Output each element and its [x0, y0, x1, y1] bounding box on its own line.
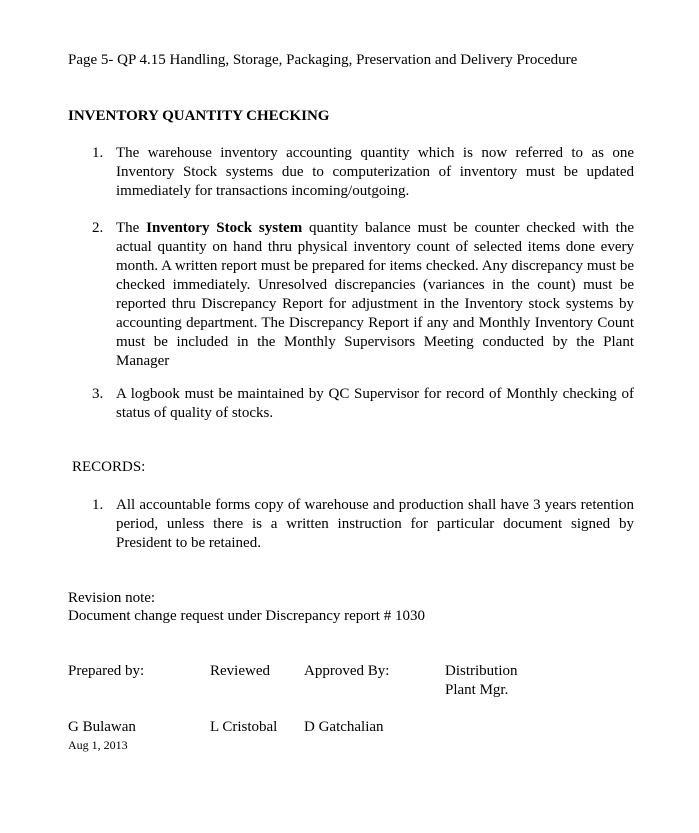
distribution-label: Distribution: [445, 663, 518, 679]
list-number: 1.: [92, 145, 104, 161]
revision-text: Document change request under Discrepancy report # 1030: [68, 608, 425, 624]
section-title: INVENTORY QUANTITY CHECKING: [68, 108, 330, 124]
prepared-by-name: G Bulawan: [68, 719, 136, 735]
page-header: Page 5- QP 4.15 Handling, Storage, Packaging, Preservation and Delivery Procedure: [68, 52, 578, 68]
list-number: 3.: [92, 386, 104, 402]
list-item: [68, 219, 634, 371]
list-item-text: The warehouse inventory accounting quantity which is now referred to as one Inventory Stock systems due to computerization of inventory must be updated immediately for transactions incoming/outgoing.: [116, 145, 634, 199]
list-item: [68, 385, 634, 423]
prepared-date: Aug 1, 2013: [68, 738, 128, 752]
list-item-prefix: The: [116, 220, 147, 236]
list-item-bold: Inventory Stock system: [146, 220, 303, 236]
distribution-value: Plant Mgr.: [445, 682, 509, 698]
list-item-text: A logbook must be maintained by QC Supervisor for record of Monthly checking of status of quality of stocks.: [116, 386, 634, 421]
list-item-text: [116, 219, 634, 371]
revision-label: Revision note:: [68, 590, 156, 606]
list-number: 2.: [92, 220, 104, 236]
prepared-by-label: Prepared by:: [68, 663, 145, 679]
list-item-rest: quantity balance must be counter checked with the actual quantity on hand thru physical inventory count of selected items done every month. A written report must be prepared for items checked. Any discrepancy must be checked immediately. Unresolved discrepancies (variances in the count) must be reported thru Discrepancy Report for adjustment in the Inventory stock systems by accounting department. The Discrepancy Report if any and Monthly Inventory Count must be included in the Monthly Supervisors Meeting conducted by the Plant Manager: [116, 220, 634, 369]
list-item: [68, 496, 634, 553]
list-item-text: All accountable forms copy of warehouse and production shall have 3 years retention period, unless there is a written instruction for particular document signed by President to be retained.: [116, 497, 634, 551]
approved-by-label: Approved By:: [304, 663, 390, 679]
list-number: 1.: [92, 497, 104, 513]
list-item: [68, 144, 634, 201]
reviewed-label: Reviewed: [210, 663, 270, 679]
reviewed-by-name: L Cristobal: [210, 719, 278, 735]
records-title: RECORDS:: [72, 459, 146, 475]
approved-by-name: D Gatchalian: [304, 719, 384, 735]
